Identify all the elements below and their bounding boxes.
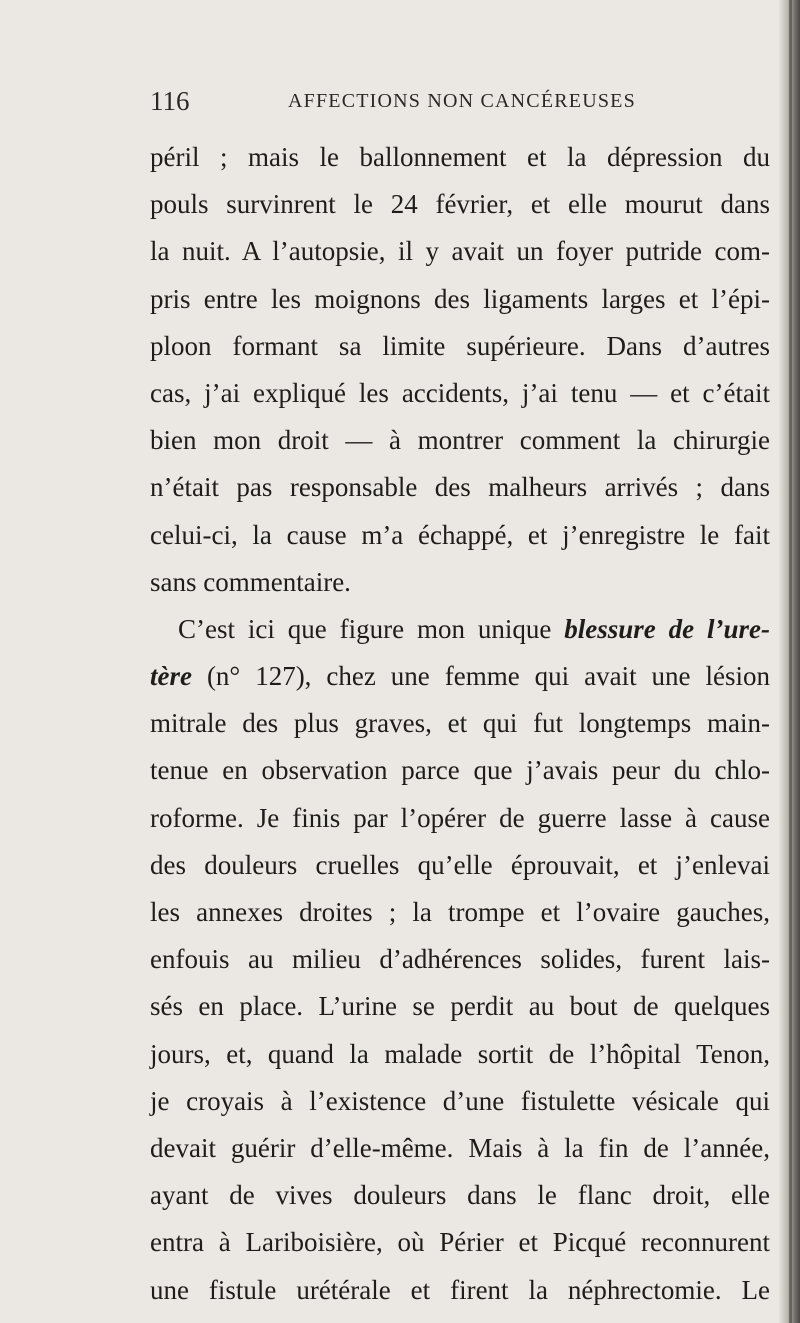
text-line: mitrale des plus graves, et qui fut longtemps main- xyxy=(150,708,770,739)
text-line: cas, j’ai expliqué les accidents, j’ai tenu — et c’était xyxy=(150,377,770,408)
italic-phrase: tère xyxy=(150,661,192,692)
text-line: n’était pas responsable des malheurs arrivés ; dans xyxy=(150,472,770,503)
text-line: pouls survinrent le 24 février, et elle mourut dans xyxy=(150,189,770,220)
text-line: celui-ci, la cause m’a échappé, et j’enregistre le fait xyxy=(150,519,770,550)
text-line: une fistule urétérale et firent la néphrectomie. Le xyxy=(150,1274,770,1305)
text-line: ploon formant sa limite supérieure. Dans d’autres xyxy=(150,330,770,361)
text-run: C’est ici que figure mon unique xyxy=(178,613,565,644)
text-line: la nuit. A l’autopsie, il y avait un foyer putride com- xyxy=(150,236,770,267)
page-edge-line xyxy=(789,0,792,1323)
text-run: (n° 127), chez une femme qui avait une lésion xyxy=(191,661,770,692)
text-line: des douleurs cruelles qu’elle éprouvait, et j’enlevai xyxy=(150,849,770,880)
text-line: les annexes droites ; la trompe et l’ovaire gauches, xyxy=(150,897,770,927)
text-line: roforme. Je finis par l’opérer de guerre lasse à cause xyxy=(150,802,770,833)
body-text xyxy=(150,134,770,1314)
text-line xyxy=(150,606,770,653)
text-line: tenue en observation parce que j’avais peur du chlo- xyxy=(150,755,770,786)
text-line: péril ; mais le ballonnement et la dépression du xyxy=(150,142,770,172)
text-line: sés en place. L’urine se perdit au bout de quelques xyxy=(150,991,770,1022)
text-line: sans commentaire. xyxy=(150,566,351,597)
text-line: entra à Lariboisière, où Périer et Picqué reconnurent xyxy=(150,1227,770,1258)
page-header xyxy=(150,86,790,122)
text-line xyxy=(150,653,770,700)
text-line: enfouis au milieu d’adhérences solides, furent lais- xyxy=(150,944,770,975)
text-line: bien mon droit — à montrer comment la chirurgie xyxy=(150,425,770,456)
text-line: devait guérir d’elle-même. Mais à la fin de l’année, xyxy=(150,1132,770,1163)
text-line: jours, et, quand la malade sortit de l’hôpital Tenon, xyxy=(150,1038,770,1069)
text-line: je croyais à l’existence d’une fistulette vésicale qui xyxy=(150,1085,770,1116)
italic-phrase: blessure de l’ure- xyxy=(564,613,771,644)
running-title: AFFECTIONS NON CANCÉREUSES xyxy=(288,90,636,112)
page-number: 116 xyxy=(150,86,190,116)
text-line: ayant de vives douleurs dans le flanc droit, elle xyxy=(150,1180,770,1211)
text-line: pris entre les moignons des ligaments larges et l’épi- xyxy=(150,283,770,314)
